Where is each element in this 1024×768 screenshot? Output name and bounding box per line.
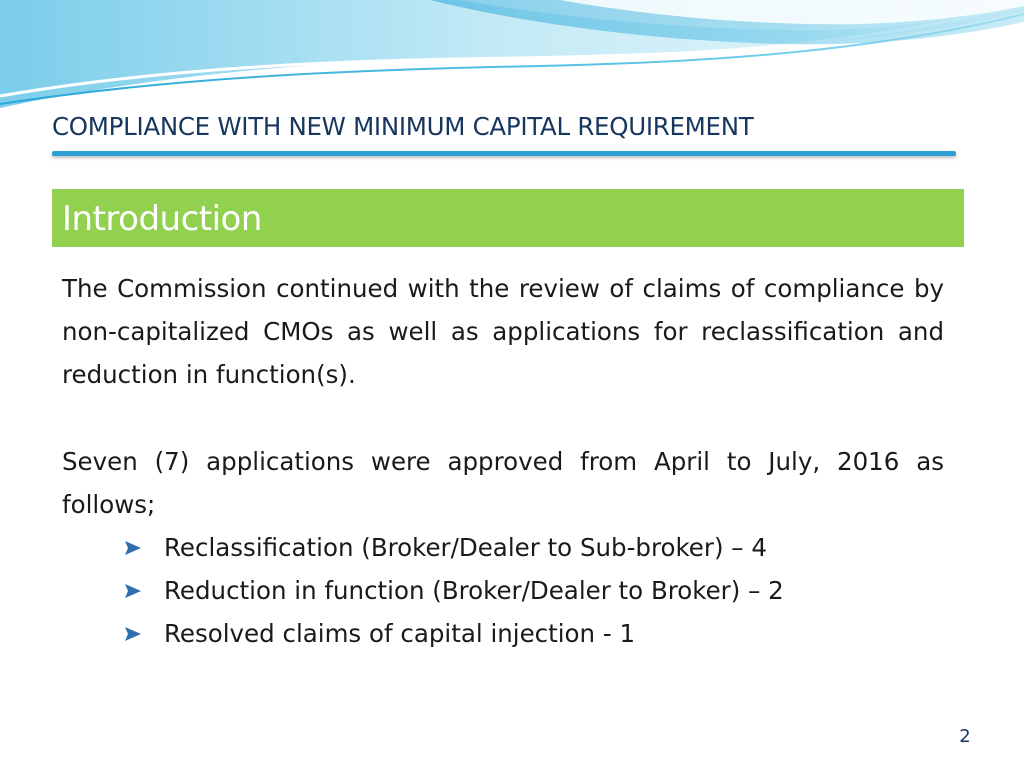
section-label: Introduction bbox=[62, 199, 262, 239]
triangle-arrow-bullet-icon bbox=[124, 626, 142, 642]
section-header-bar bbox=[52, 189, 964, 247]
approvals-list bbox=[124, 526, 784, 655]
list-item-text: Resolved claims of capital injection - 1 bbox=[164, 619, 636, 648]
triangle-arrow-bullet-icon bbox=[124, 540, 142, 556]
decorative-wave-header bbox=[0, 0, 1024, 120]
triangle-arrow-bullet-icon bbox=[124, 583, 142, 599]
list-item bbox=[124, 569, 784, 612]
intro-paragraph: The Commission continued with the review of claims of compliance by non-capitalized CMOs as well as applications for reclassification and reduction in function(s). bbox=[62, 274, 944, 389]
approvals-paragraph: Seven (7) applications were approved from April to July, 2016 as follows; bbox=[62, 447, 944, 519]
list-item bbox=[124, 612, 784, 655]
list-item-text: Reclassification (Broker/Dealer to Sub-broker) – 4 bbox=[164, 533, 767, 562]
slide-title: COMPLIANCE WITH NEW MINIMUM CAPITAL REQUIREMENT bbox=[52, 112, 754, 141]
list-item bbox=[124, 526, 784, 569]
list-item-text: Reduction in function (Broker/Dealer to Broker) – 2 bbox=[164, 576, 784, 605]
title-underline-rule bbox=[52, 151, 956, 156]
page-number: 2 bbox=[959, 726, 971, 747]
